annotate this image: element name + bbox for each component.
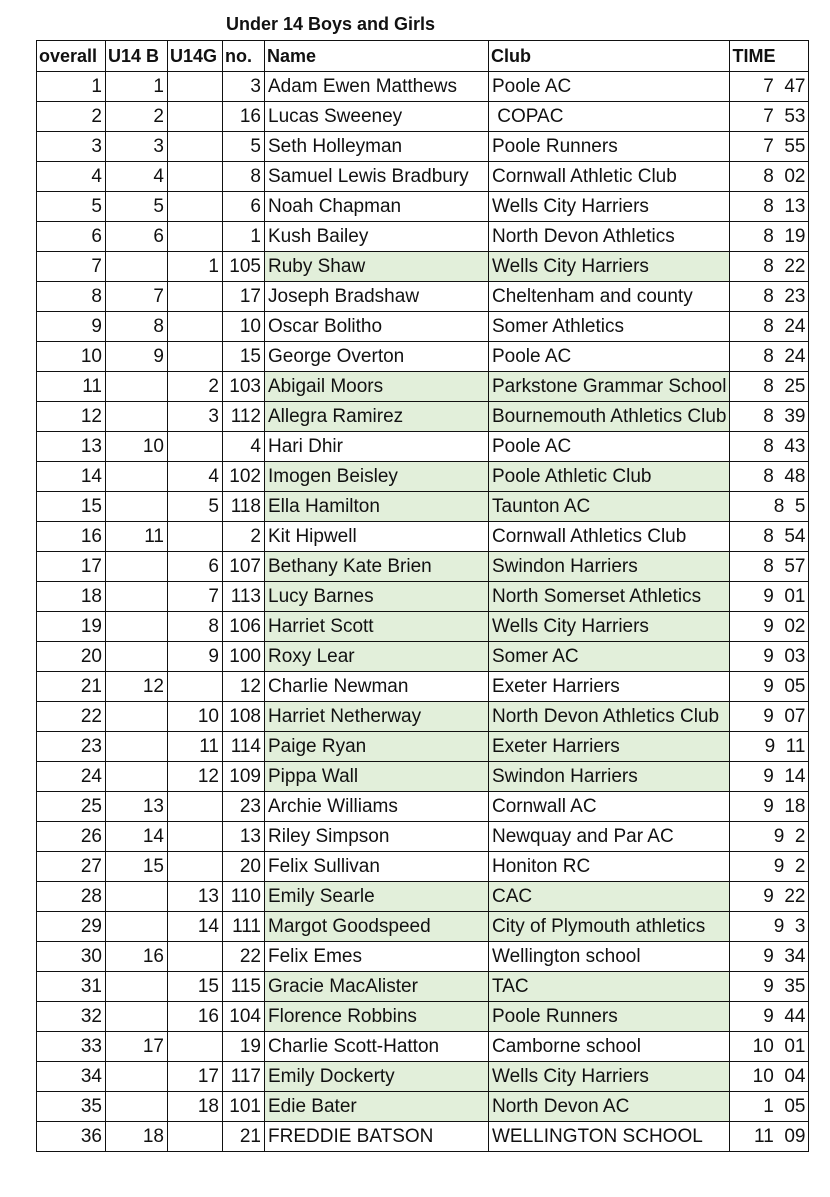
cell-name[interactable]: Emily Searle [265, 882, 489, 912]
cell-name[interactable]: Margot Goodspeed [265, 912, 489, 942]
table-row [37, 132, 809, 162]
cell-name[interactable]: Charlie Scott-Hatton [265, 1032, 489, 1062]
cell-u14b[interactable]: 18 [106, 1122, 168, 1152]
cell-u14g[interactable]: 7 [168, 582, 223, 612]
cell-overall[interactable]: 36 [37, 1122, 106, 1152]
cell-name[interactable]: Bethany Kate Brien [265, 552, 489, 582]
cell-overall[interactable]: 5 [37, 192, 106, 222]
cell-no[interactable]: 16 [223, 102, 265, 132]
cell-name[interactable]: Felix Sullivan [265, 852, 489, 882]
table-row [37, 372, 809, 402]
cell-time[interactable]: 8 39 [730, 402, 809, 432]
cell-time[interactable]: 8 13 [730, 192, 809, 222]
cell-club[interactable]: WELLINGTON SCHOOL [489, 1122, 730, 1152]
cell-time[interactable]: 7 55 [730, 132, 809, 162]
cell-u14g[interactable] [168, 132, 223, 162]
table-row [37, 972, 809, 1002]
cell-no[interactable]: 6 [223, 192, 265, 222]
cell-overall[interactable]: 35 [37, 1092, 106, 1122]
table-row [37, 882, 809, 912]
cell-club[interactable]: Camborne school [489, 1032, 730, 1062]
cell-u14b[interactable] [106, 642, 168, 672]
cell-time[interactable]: 8 48 [730, 462, 809, 492]
cell-name[interactable]: Ella Hamilton [265, 492, 489, 522]
cell-name[interactable]: Adam Ewen Matthews [265, 72, 489, 102]
cell-club[interactable]: CAC [489, 882, 730, 912]
table-row [37, 612, 809, 642]
table-row [37, 492, 809, 522]
cell-u14b[interactable] [106, 372, 168, 402]
header-no[interactable]: no. [223, 41, 265, 72]
table-row [37, 822, 809, 852]
cell-u14b[interactable]: 3 [106, 132, 168, 162]
cell-no[interactable]: 105 [223, 252, 265, 282]
cell-name[interactable]: Allegra Ramirez [265, 402, 489, 432]
table-row [37, 342, 809, 372]
cell-u14b[interactable]: 1 [106, 72, 168, 102]
cell-time[interactable]: 8 43 [730, 432, 809, 462]
cell-u14g[interactable]: 2 [168, 372, 223, 402]
cell-overall[interactable]: 9 [37, 312, 106, 342]
cell-club[interactable]: Parkstone Grammar School [489, 372, 730, 402]
cell-no[interactable]: 22 [223, 942, 265, 972]
cell-u14g[interactable]: 5 [168, 492, 223, 522]
cell-club[interactable]: Bournemouth Athletics Club [489, 402, 730, 432]
cell-no[interactable]: 106 [223, 612, 265, 642]
cell-name[interactable]: Pippa Wall [265, 762, 489, 792]
table-row [37, 1002, 809, 1032]
cell-overall[interactable]: 32 [37, 1002, 106, 1032]
cell-no[interactable]: 5 [223, 132, 265, 162]
cell-u14b[interactable] [106, 612, 168, 642]
table-row [37, 162, 809, 192]
sheet-title: Under 14 Boys and Girls [226, 14, 436, 34]
cell-u14b[interactable] [106, 882, 168, 912]
cell-overall[interactable]: 12 [37, 402, 106, 432]
table-row [37, 642, 809, 672]
cell-club[interactable]: North Somerset Athletics [489, 582, 730, 612]
cell-club[interactable]: Newquay and Par AC [489, 822, 730, 852]
cell-overall[interactable]: 2 [37, 102, 106, 132]
cell-no[interactable]: 111 [223, 912, 265, 942]
cell-u14b[interactable] [106, 912, 168, 942]
table-row [37, 702, 809, 732]
cell-time[interactable]: 9 14 [730, 762, 809, 792]
cell-club[interactable]: Honiton RC [489, 852, 730, 882]
cell-club[interactable]: Exeter Harriers [489, 732, 730, 762]
cell-u14b[interactable]: 10 [106, 432, 168, 462]
cell-no[interactable]: 13 [223, 822, 265, 852]
cell-u14b[interactable] [106, 252, 168, 282]
cell-name[interactable]: Imogen Beisley [265, 462, 489, 492]
cell-name[interactable]: Seth Holleyman [265, 132, 489, 162]
cell-no[interactable]: 110 [223, 882, 265, 912]
cell-no[interactable]: 8 [223, 162, 265, 192]
cell-time[interactable]: 8 24 [730, 342, 809, 372]
cell-overall[interactable]: 25 [37, 792, 106, 822]
cell-no[interactable]: 17 [223, 282, 265, 312]
cell-overall[interactable]: 19 [37, 612, 106, 642]
table-row [37, 72, 809, 102]
cell-u14g[interactable] [168, 822, 223, 852]
cell-u14g[interactable]: 6 [168, 552, 223, 582]
cell-u14g[interactable]: 13 [168, 882, 223, 912]
table-row [37, 312, 809, 342]
cell-no[interactable]: 117 [223, 1062, 265, 1092]
cell-name[interactable]: Riley Simpson [265, 822, 489, 852]
cell-name[interactable]: Oscar Bolitho [265, 312, 489, 342]
cell-u14b[interactable] [106, 552, 168, 582]
cell-u14g[interactable] [168, 522, 223, 552]
cell-no[interactable]: 118 [223, 492, 265, 522]
cell-overall[interactable]: 30 [37, 942, 106, 972]
cell-time[interactable]: 8 19 [730, 222, 809, 252]
cell-no[interactable]: 10 [223, 312, 265, 342]
cell-u14b[interactable] [106, 972, 168, 1002]
cell-no[interactable]: 2 [223, 522, 265, 552]
cell-u14b[interactable] [106, 1002, 168, 1032]
cell-name[interactable]: Paige Ryan [265, 732, 489, 762]
cell-no[interactable]: 20 [223, 852, 265, 882]
cell-club[interactable]: Poole AC [489, 432, 730, 462]
cell-u14g[interactable] [168, 222, 223, 252]
cell-u14b[interactable]: 5 [106, 192, 168, 222]
cell-u14b[interactable]: 13 [106, 792, 168, 822]
cell-club[interactable]: TAC [489, 972, 730, 1002]
cell-no[interactable]: 100 [223, 642, 265, 672]
cell-overall[interactable]: 15 [37, 492, 106, 522]
cell-no[interactable]: 113 [223, 582, 265, 612]
cell-u14b[interactable]: 16 [106, 942, 168, 972]
cell-club[interactable]: Taunton AC [489, 492, 730, 522]
cell-club[interactable]: Wells City Harriers [489, 252, 730, 282]
cell-name[interactable]: Harriet Scott [265, 612, 489, 642]
cell-overall[interactable]: 29 [37, 912, 106, 942]
cell-name[interactable]: Kit Hipwell [265, 522, 489, 552]
table-row [37, 792, 809, 822]
cell-name[interactable]: Emily Dockerty [265, 1062, 489, 1092]
cell-overall[interactable]: 7 [37, 252, 106, 282]
cell-u14g[interactable] [168, 852, 223, 882]
cell-overall[interactable]: 13 [37, 432, 106, 462]
cell-no[interactable]: 19 [223, 1032, 265, 1062]
cell-club[interactable]: Somer AC [489, 642, 730, 672]
cell-u14b[interactable] [106, 762, 168, 792]
cell-club[interactable]: Poole Runners [489, 1002, 730, 1032]
cell-overall[interactable]: 20 [37, 642, 106, 672]
cell-time[interactable]: 9 2 [730, 822, 809, 852]
cell-u14b[interactable]: 9 [106, 342, 168, 372]
cell-u14g[interactable]: 11 [168, 732, 223, 762]
cell-no[interactable]: 114 [223, 732, 265, 762]
cell-u14b[interactable] [106, 732, 168, 762]
cell-club[interactable]: Wellington school [489, 942, 730, 972]
cell-no[interactable]: 101 [223, 1092, 265, 1122]
cell-name[interactable]: FREDDIE BATSON [265, 1122, 489, 1152]
cell-u14g[interactable]: 18 [168, 1092, 223, 1122]
cell-time[interactable]: 9 3 [730, 912, 809, 942]
cell-name[interactable]: Hari Dhir [265, 432, 489, 462]
header-u14g[interactable]: U14G [168, 41, 223, 72]
cell-club[interactable]: Poole Athletic Club [489, 462, 730, 492]
cell-name[interactable]: Edie Bater [265, 1092, 489, 1122]
cell-u14b[interactable]: 2 [106, 102, 168, 132]
cell-no[interactable]: 1 [223, 222, 265, 252]
cell-time[interactable]: 9 05 [730, 672, 809, 702]
cell-u14b[interactable] [106, 1062, 168, 1092]
cell-name[interactable]: Joseph Bradshaw [265, 282, 489, 312]
cell-u14b[interactable]: 4 [106, 162, 168, 192]
cell-u14b[interactable]: 7 [106, 282, 168, 312]
table-row [37, 252, 809, 282]
cell-u14g[interactable]: 10 [168, 702, 223, 732]
table-row [37, 222, 809, 252]
cell-club[interactable]: Exeter Harriers [489, 672, 730, 702]
cell-name[interactable]: Florence Robbins [265, 1002, 489, 1032]
cell-name[interactable]: Archie Williams [265, 792, 489, 822]
table-row [37, 1092, 809, 1122]
cell-time[interactable]: 8 02 [730, 162, 809, 192]
cell-overall[interactable]: 1 [37, 72, 106, 102]
cell-club[interactable]: North Devon Athletics Club [489, 702, 730, 732]
cell-no[interactable]: 107 [223, 552, 265, 582]
table-row [37, 732, 809, 762]
table-row [37, 402, 809, 432]
cell-club[interactable]: Swindon Harriers [489, 762, 730, 792]
cell-u14g[interactable]: 17 [168, 1062, 223, 1092]
cell-u14g[interactable]: 15 [168, 972, 223, 1002]
cell-club[interactable]: North Devon AC [489, 1092, 730, 1122]
cell-name[interactable]: Harriet Netherway [265, 702, 489, 732]
cell-time[interactable]: 1 05 [730, 1092, 809, 1122]
cell-u14g[interactable] [168, 192, 223, 222]
cell-time[interactable]: 8 22 [730, 252, 809, 282]
results-table [36, 40, 809, 1152]
cell-u14g[interactable] [168, 432, 223, 462]
cell-club[interactable]: Somer Athletics [489, 312, 730, 342]
cell-time[interactable]: 9 02 [730, 612, 809, 642]
cell-u14b[interactable] [106, 582, 168, 612]
cell-no[interactable]: 109 [223, 762, 265, 792]
cell-time[interactable]: 8 24 [730, 312, 809, 342]
cell-u14g[interactable] [168, 312, 223, 342]
cell-time[interactable]: 11 09 [730, 1122, 809, 1152]
cell-club[interactable]: Cornwall Athletic Club [489, 162, 730, 192]
cell-club[interactable]: Wells City Harriers [489, 1062, 730, 1092]
cell-time[interactable]: 10 01 [730, 1032, 809, 1062]
cell-u14b[interactable]: 17 [106, 1032, 168, 1062]
cell-u14b[interactable]: 14 [106, 822, 168, 852]
cell-u14g[interactable] [168, 102, 223, 132]
cell-overall[interactable]: 18 [37, 582, 106, 612]
cell-name[interactable]: Samuel Lewis Bradbury [265, 162, 489, 192]
cell-name[interactable]: Lucy Barnes [265, 582, 489, 612]
cell-no[interactable]: 115 [223, 972, 265, 1002]
cell-overall[interactable]: 6 [37, 222, 106, 252]
cell-club[interactable]: Cheltenham and county [489, 282, 730, 312]
cell-u14g[interactable] [168, 1122, 223, 1152]
cell-overall[interactable]: 24 [37, 762, 106, 792]
cell-overall[interactable]: 26 [37, 822, 106, 852]
table-row [37, 1032, 809, 1062]
table-row [37, 282, 809, 312]
cell-overall[interactable]: 11 [37, 372, 106, 402]
header-name[interactable]: Name [265, 41, 489, 72]
cell-time[interactable]: 9 11 [730, 732, 809, 762]
table-row [37, 552, 809, 582]
cell-no[interactable]: 4 [223, 432, 265, 462]
cell-overall[interactable]: 22 [37, 702, 106, 732]
cell-u14g[interactable]: 9 [168, 642, 223, 672]
cell-u14b[interactable] [106, 1092, 168, 1122]
cell-name[interactable]: Gracie MacAlister [265, 972, 489, 1002]
header-time[interactable]: TIME [730, 41, 809, 72]
cell-name[interactable]: Kush Bailey [265, 222, 489, 252]
cell-club[interactable]: Poole AC [489, 72, 730, 102]
cell-overall[interactable]: 34 [37, 1062, 106, 1092]
table-row [37, 102, 809, 132]
cell-time[interactable]: 8 25 [730, 372, 809, 402]
cell-time[interactable]: 9 34 [730, 942, 809, 972]
cell-time[interactable]: 9 2 [730, 852, 809, 882]
table-row [37, 1062, 809, 1092]
cell-u14g[interactable] [168, 342, 223, 372]
table-row [37, 852, 809, 882]
cell-club[interactable]: Cornwall Athletics Club [489, 522, 730, 552]
cell-u14g[interactable]: 16 [168, 1002, 223, 1032]
cell-time[interactable]: 9 01 [730, 582, 809, 612]
cell-overall[interactable]: 14 [37, 462, 106, 492]
cell-club[interactable]: Poole Runners [489, 132, 730, 162]
cell-overall[interactable]: 4 [37, 162, 106, 192]
cell-overall[interactable]: 8 [37, 282, 106, 312]
cell-club[interactable]: North Devon Athletics [489, 222, 730, 252]
cell-time[interactable]: 9 03 [730, 642, 809, 672]
table-row [37, 432, 809, 462]
cell-overall[interactable]: 31 [37, 972, 106, 1002]
cell-club[interactable]: Swindon Harriers [489, 552, 730, 582]
cell-no[interactable]: 12 [223, 672, 265, 702]
cell-time[interactable]: 9 22 [730, 882, 809, 912]
cell-u14b[interactable]: 6 [106, 222, 168, 252]
cell-time[interactable]: 8 57 [730, 552, 809, 582]
header-club[interactable]: Club [489, 41, 730, 72]
table-row [37, 912, 809, 942]
cell-time[interactable]: 10 04 [730, 1062, 809, 1092]
cell-u14b[interactable]: 8 [106, 312, 168, 342]
cell-u14g[interactable] [168, 672, 223, 702]
cell-time[interactable]: 9 44 [730, 1002, 809, 1032]
header-u14b[interactable]: U14 B [106, 41, 168, 72]
cell-u14g[interactable]: 14 [168, 912, 223, 942]
cell-club[interactable]: Cornwall AC [489, 792, 730, 822]
cell-time[interactable]: 9 35 [730, 972, 809, 1002]
cell-time[interactable]: 9 18 [730, 792, 809, 822]
cell-u14b[interactable] [106, 462, 168, 492]
cell-no[interactable]: 112 [223, 402, 265, 432]
cell-overall[interactable]: 23 [37, 732, 106, 762]
cell-overall[interactable]: 10 [37, 342, 106, 372]
cell-club[interactable]: COPAC [489, 102, 730, 132]
cell-club[interactable]: Poole AC [489, 342, 730, 372]
cell-time[interactable]: 8 23 [730, 282, 809, 312]
cell-time[interactable]: 8 5 [730, 492, 809, 522]
cell-overall[interactable]: 28 [37, 882, 106, 912]
cell-no[interactable]: 103 [223, 372, 265, 402]
cell-name[interactable]: Abigail Moors [265, 372, 489, 402]
cell-club[interactable]: Wells City Harriers [489, 612, 730, 642]
table-row [37, 192, 809, 222]
table-row [37, 762, 809, 792]
header-overall[interactable]: overall [37, 41, 106, 72]
cell-no[interactable]: 15 [223, 342, 265, 372]
cell-u14g[interactable]: 1 [168, 252, 223, 282]
cell-overall[interactable]: 27 [37, 852, 106, 882]
cell-u14g[interactable] [168, 942, 223, 972]
cell-overall[interactable]: 17 [37, 552, 106, 582]
cell-name[interactable]: Charlie Newman [265, 672, 489, 702]
table-row [37, 582, 809, 612]
cell-u14g[interactable] [168, 72, 223, 102]
cell-time[interactable]: 9 07 [730, 702, 809, 732]
table-row [37, 942, 809, 972]
cell-u14g[interactable] [168, 1032, 223, 1062]
table-row [37, 522, 809, 552]
cell-u14b[interactable] [106, 402, 168, 432]
header-row [37, 41, 809, 72]
cell-no[interactable]: 21 [223, 1122, 265, 1152]
cell-club[interactable]: City of Plymouth athletics [489, 912, 730, 942]
cell-name[interactable]: Roxy Lear [265, 642, 489, 672]
cell-no[interactable]: 102 [223, 462, 265, 492]
cell-u14g[interactable] [168, 282, 223, 312]
cell-time[interactable]: 7 47 [730, 72, 809, 102]
cell-name[interactable]: Ruby Shaw [265, 252, 489, 282]
cell-overall[interactable]: 16 [37, 522, 106, 552]
cell-u14g[interactable]: 3 [168, 402, 223, 432]
cell-name[interactable]: Lucas Sweeney [265, 102, 489, 132]
table-row [37, 1122, 809, 1152]
cell-club[interactable]: Wells City Harriers [489, 192, 730, 222]
cell-name[interactable]: Felix Emes [265, 942, 489, 972]
cell-no[interactable]: 23 [223, 792, 265, 822]
cell-u14b[interactable] [106, 702, 168, 732]
cell-no[interactable]: 3 [223, 72, 265, 102]
cell-u14b[interactable] [106, 492, 168, 522]
cell-name[interactable]: George Overton [265, 342, 489, 372]
table-row [37, 672, 809, 702]
cell-u14g[interactable]: 4 [168, 462, 223, 492]
cell-u14b[interactable]: 11 [106, 522, 168, 552]
cell-time[interactable]: 7 53 [730, 102, 809, 132]
cell-time[interactable]: 8 54 [730, 522, 809, 552]
cell-u14g[interactable] [168, 162, 223, 192]
cell-u14g[interactable]: 8 [168, 612, 223, 642]
cell-u14b[interactable]: 15 [106, 852, 168, 882]
cell-overall[interactable]: 21 [37, 672, 106, 702]
cell-u14g[interactable] [168, 792, 223, 822]
cell-u14b[interactable]: 12 [106, 672, 168, 702]
cell-name[interactable]: Noah Chapman [265, 192, 489, 222]
table-row [37, 462, 809, 492]
cell-no[interactable]: 104 [223, 1002, 265, 1032]
cell-overall[interactable]: 33 [37, 1032, 106, 1062]
cell-u14g[interactable]: 12 [168, 762, 223, 792]
cell-no[interactable]: 108 [223, 702, 265, 732]
cell-overall[interactable]: 3 [37, 132, 106, 162]
